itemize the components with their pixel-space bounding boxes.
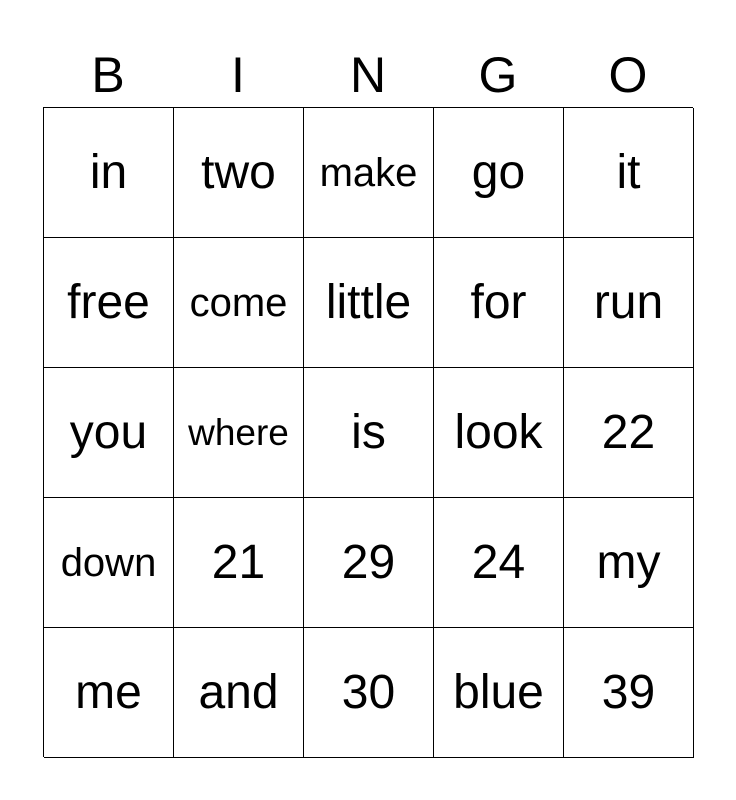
bingo-cell[interactable]: it <box>564 108 694 238</box>
header-letter-b: B <box>91 47 125 103</box>
bingo-cell[interactable]: in <box>44 108 174 238</box>
bingo-cell[interactable]: run <box>564 238 694 368</box>
bingo-cell[interactable]: come <box>174 238 304 368</box>
bingo-header <box>43 46 693 104</box>
header-letter-i: I <box>231 47 245 103</box>
bingo-cell[interactable]: is <box>304 368 434 498</box>
bingo-cell[interactable]: me <box>44 628 174 758</box>
bingo-cell[interactable]: where <box>174 368 304 498</box>
header-letter-g: G <box>478 47 518 103</box>
bingo-cell[interactable]: down <box>44 498 174 628</box>
bingo-card-grid <box>43 107 693 757</box>
bingo-cell[interactable]: 29 <box>304 498 434 628</box>
header-letter-o: O <box>608 47 648 103</box>
bingo-cell[interactable]: and <box>174 628 304 758</box>
bingo-cell[interactable]: 22 <box>564 368 694 498</box>
bingo-cell[interactable]: my <box>564 498 694 628</box>
bingo-cell[interactable]: 30 <box>304 628 434 758</box>
bingo-cell[interactable]: make <box>304 108 434 238</box>
bingo-cell[interactable]: you <box>44 368 174 498</box>
bingo-cell[interactable]: free <box>44 238 174 368</box>
bingo-cell[interactable]: two <box>174 108 304 238</box>
bingo-cell[interactable]: go <box>434 108 564 238</box>
bingo-cell[interactable]: 21 <box>174 498 304 628</box>
bingo-cell[interactable]: 39 <box>564 628 694 758</box>
bingo-cell[interactable]: 24 <box>434 498 564 628</box>
bingo-cell[interactable]: look <box>434 368 564 498</box>
bingo-cell[interactable]: blue <box>434 628 564 758</box>
bingo-cell[interactable]: little <box>304 238 434 368</box>
bingo-cell[interactable]: for <box>434 238 564 368</box>
header-letter-n: N <box>349 47 387 103</box>
